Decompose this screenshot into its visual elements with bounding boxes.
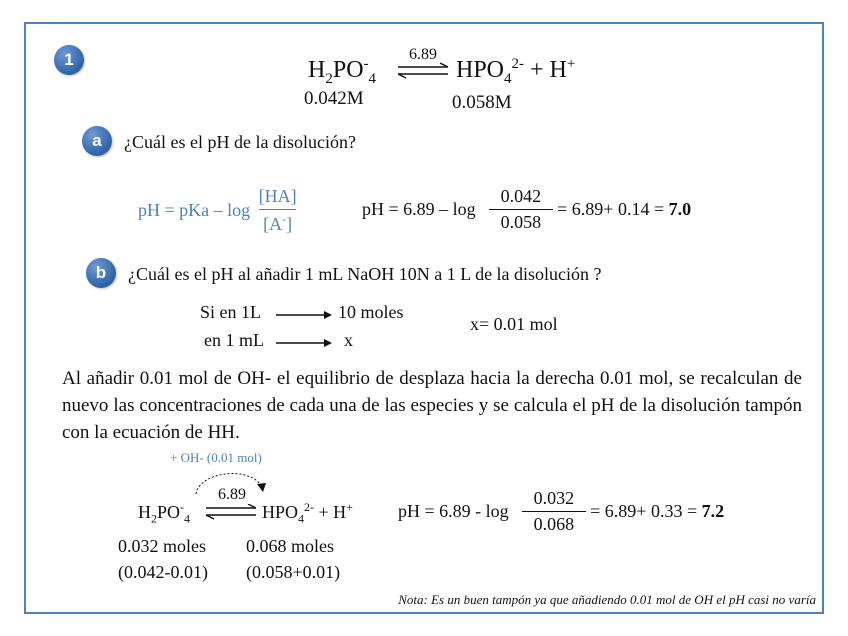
arrow-right-icon: [276, 309, 334, 321]
reaction-1: [308, 56, 376, 88]
calc-a-lhs: pH = 6.89 – log: [362, 199, 476, 219]
arrow-right-icon: [276, 337, 334, 349]
reaction-2-reactant: $H_2PO^-_4$: [138, 500, 191, 526]
calc-b-fraction: [522, 488, 587, 535]
rule-result: x= 0.01 mol: [470, 314, 558, 334]
hh-formula: [138, 186, 301, 235]
product-moles: 0.068 moles: [246, 536, 334, 556]
calc-a-numerator: 0.042: [500, 186, 542, 206]
equilibrium-arrows-icon: [394, 62, 452, 80]
rule-line2-right: x: [344, 330, 353, 350]
badge-a: a: [82, 126, 112, 156]
rule-line1-left: Si en 1L: [200, 302, 261, 322]
product-concentration: 0.058M: [452, 92, 512, 113]
reaction-1-reactant: $H_2PO^-_4$: [308, 56, 377, 87]
calc-b-rhs: = 6.89+ 0.33 =: [590, 501, 698, 521]
product-calc: (0.058+0.01): [246, 562, 341, 582]
oh-addition-label: + OH- (0.01 mol): [170, 450, 262, 465]
equilibrium-arrows-icon: [202, 504, 260, 520]
calc-a-rhs: = 6.89+ 0.14 =: [557, 199, 665, 219]
hh-formula-numerator: [HA]: [258, 186, 297, 206]
reaction-2-k-label: 6.89: [218, 486, 246, 503]
reactant-concentration: 0.042M: [304, 88, 364, 109]
explanation-paragraph: Al añadir 0.01 mol de OH- el equilibrio de desplaza hacia la derecha 0.01 mol, se recalculan de nuevo las concentraciones de cada una de las especies y se calcula el pH de la disolución tampón con la ecuación de HH.: [62, 368, 802, 443]
calc-a: [362, 186, 691, 233]
footnote: Nota: Es un buen tampón ya que añadiendo 0.01 mol de OH el pH casi no varía: [398, 592, 816, 607]
badge-1: 1: [54, 45, 84, 75]
badge-b: b: [86, 258, 116, 288]
calc-a-fraction: [489, 186, 554, 233]
reaction-2-product: $HPO_4^{2-} + H^+$: [262, 500, 353, 526]
hh-formula-denominator: [A-]: [259, 209, 296, 235]
calc-b: [398, 488, 724, 535]
calc-b-result: 7.2: [701, 501, 725, 521]
hh-formula-lhs: pH = pKa – log: [138, 200, 251, 220]
reaction-1-product: $HPO_4^{2-} + H^+$: [456, 56, 576, 87]
calc-b-numerator: 0.032: [533, 488, 575, 508]
question-b: ¿Cuál es el pH al añadir 1 mL NaOH 10N a 1 L de la disolución ?: [128, 264, 602, 284]
calc-a-denominator: 0.058: [489, 209, 554, 233]
reactant-calc: (0.042-0.01): [118, 562, 208, 582]
reactant-moles: 0.032 moles: [118, 536, 206, 556]
calc-a-result: 7.0: [668, 199, 692, 219]
hh-formula-fraction: [255, 186, 301, 235]
rule-line1-right: 10 moles: [338, 302, 404, 322]
calc-b-denominator: 0.068: [522, 511, 587, 535]
reaction-1-k-label: 6.89: [409, 46, 437, 63]
question-a: ¿Cuál es el pH de la disolución?: [124, 132, 356, 152]
rule-line2-left: en 1 mL: [204, 330, 264, 350]
calc-b-lhs: pH = 6.89 - log: [398, 501, 509, 521]
